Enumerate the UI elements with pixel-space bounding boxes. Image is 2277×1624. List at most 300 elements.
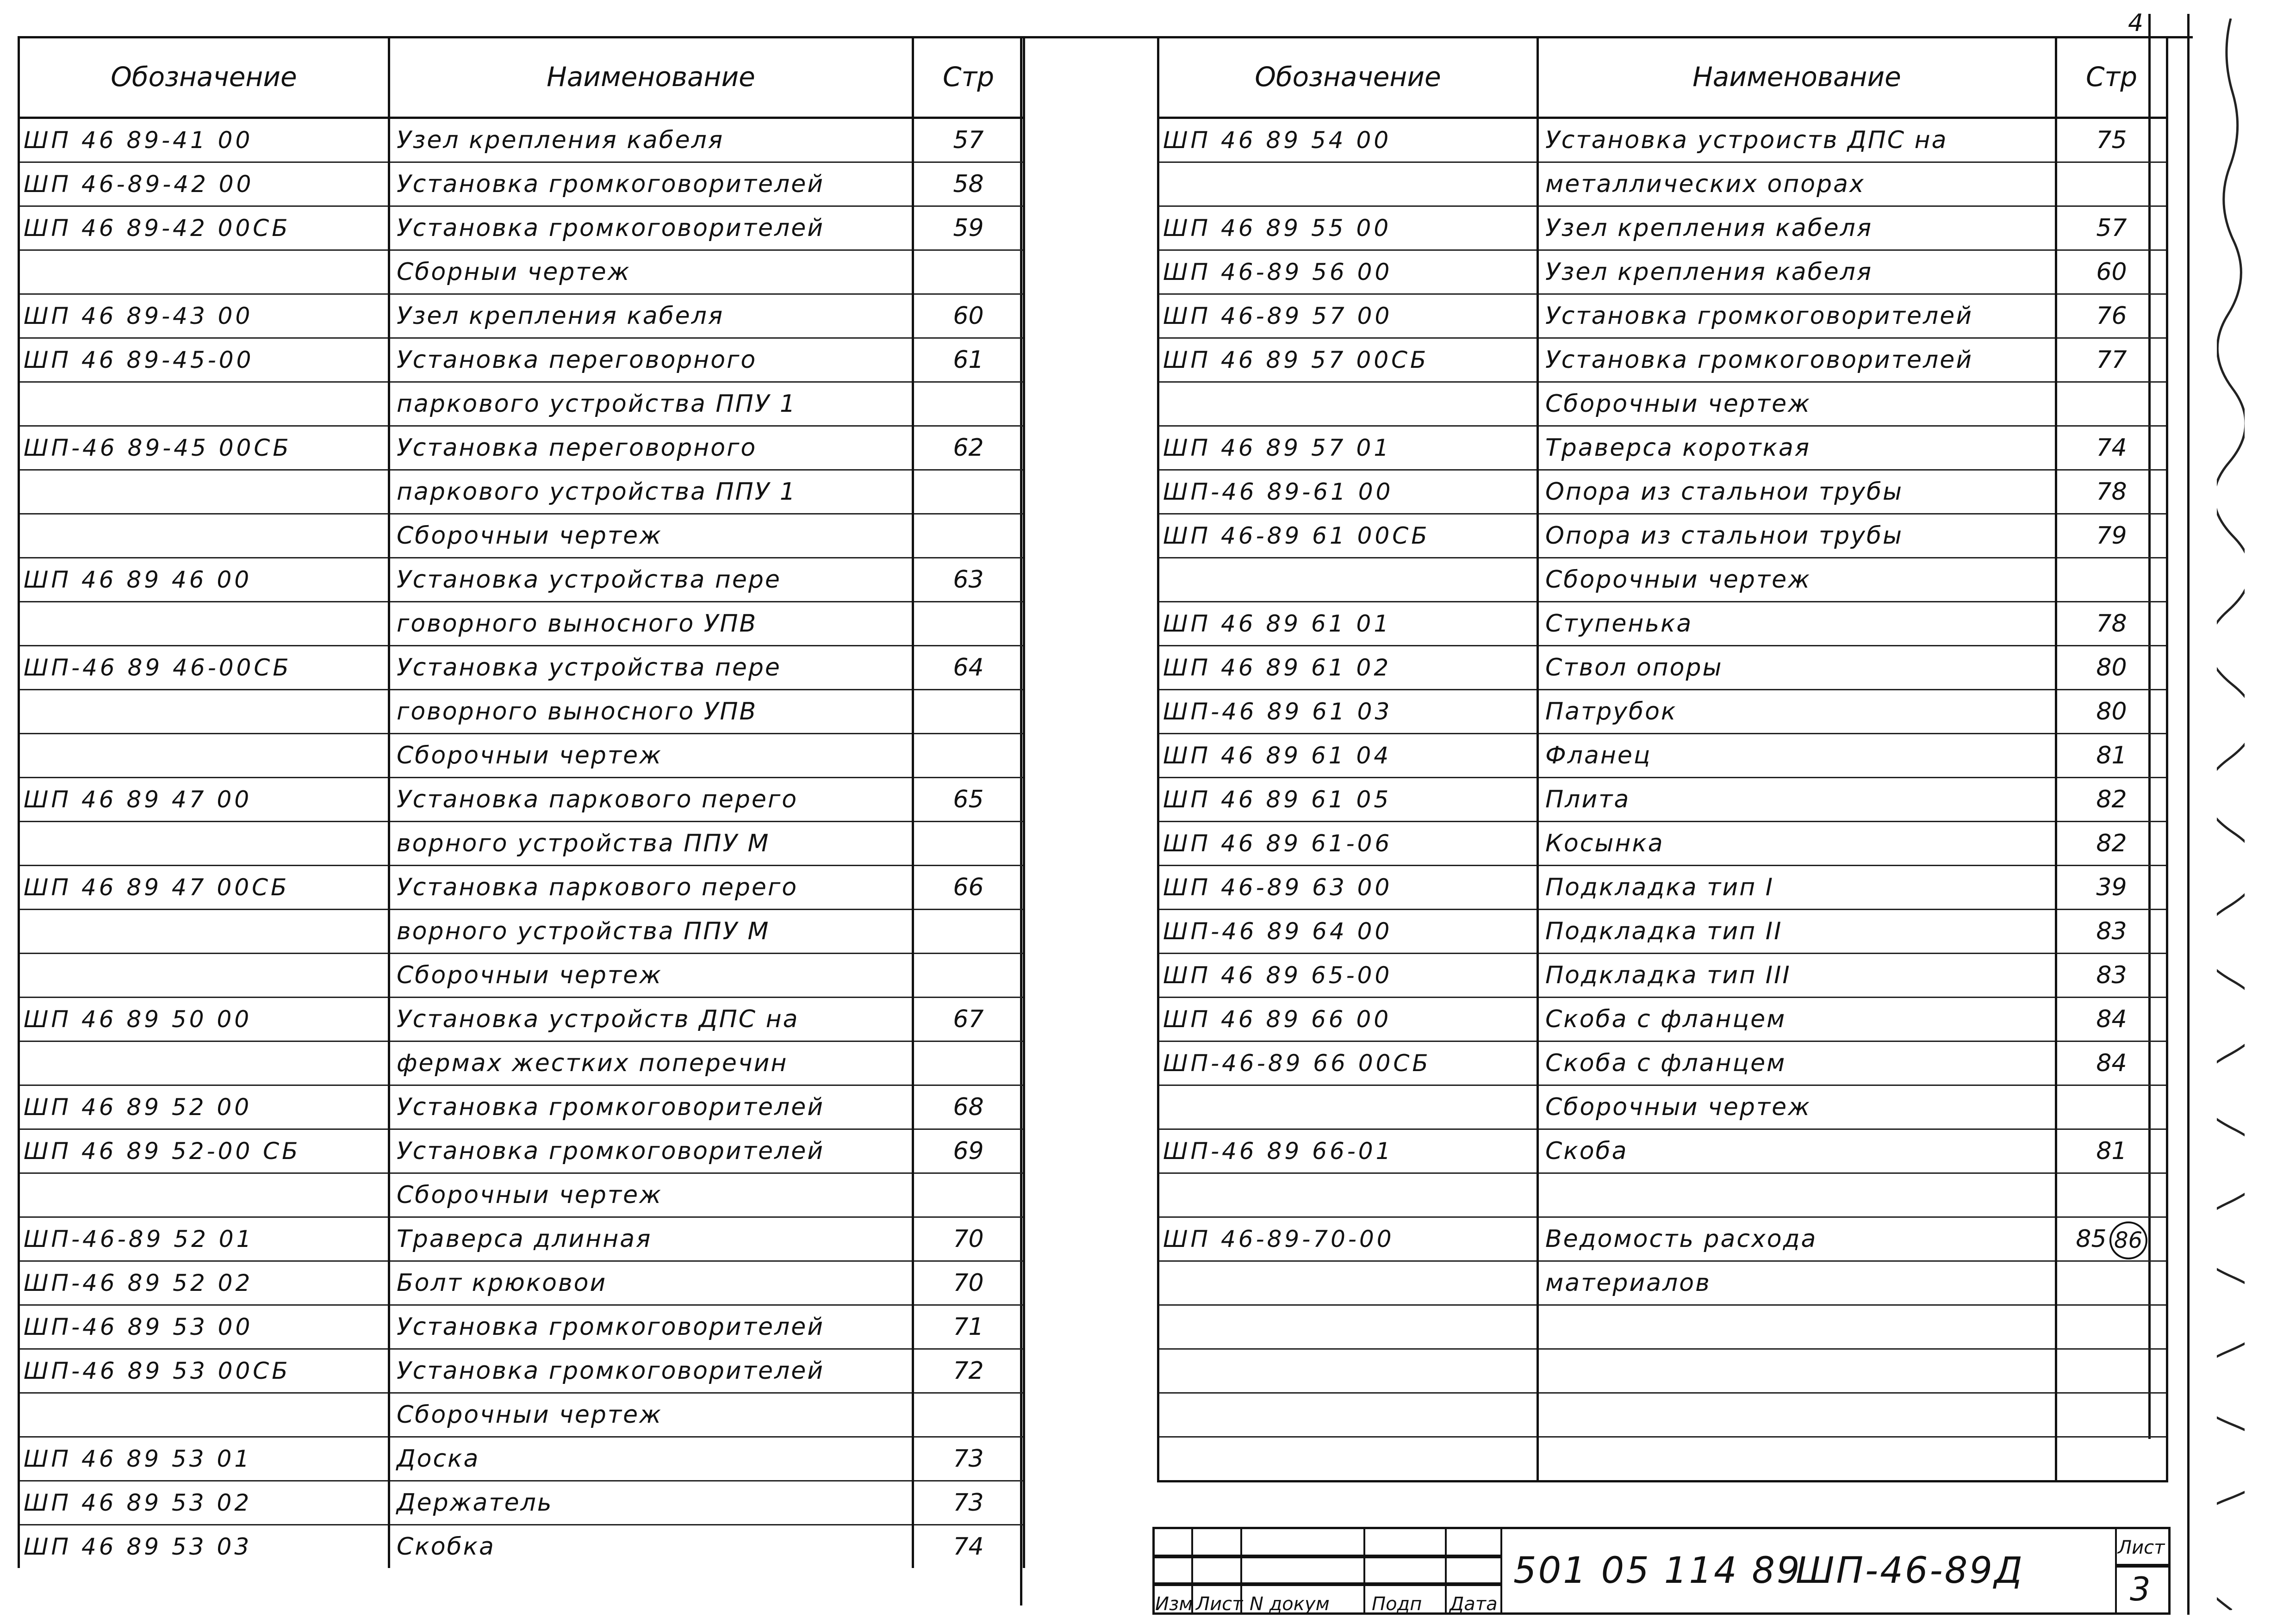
table-row: [1158, 1129, 2167, 1173]
cell-page: [2056, 1085, 2167, 1129]
cell-page: [2056, 162, 2167, 206]
cell-page: [913, 1261, 1024, 1305]
cell-code: [19, 1393, 389, 1437]
table-row: [1158, 1393, 2167, 1437]
cell-name: Узел крепления кабеля: [389, 294, 913, 338]
table-row: [19, 954, 1024, 998]
cell-name: Доска: [389, 1437, 913, 1481]
table-row: [19, 118, 1024, 162]
page-number: 58: [953, 170, 984, 198]
page-number: 65: [953, 786, 984, 813]
table-row: [19, 1437, 1024, 1481]
page-number: 75: [2096, 126, 2127, 154]
cell-page: [913, 954, 1024, 998]
cell-code: [19, 250, 389, 294]
cell-page: [913, 1305, 1024, 1349]
table-row: [19, 294, 1024, 338]
cell-page: [2056, 382, 2167, 426]
cell-page: [913, 294, 1024, 338]
cell-code: [1158, 382, 1538, 426]
cell-code: [19, 910, 389, 954]
cell-page: [2056, 294, 2167, 338]
cell-code: [1158, 162, 1538, 206]
table-row: [1158, 1437, 2167, 1481]
title-block: [1152, 1527, 2171, 1615]
header-name: Наименование: [389, 37, 913, 118]
table-row: [1158, 954, 2167, 998]
cell-name: говорного выносного УПВ: [389, 602, 913, 646]
cell-code: [19, 514, 389, 558]
cell-page: [2056, 1041, 2167, 1085]
cell-code: ШП 46 89 53 03: [19, 1525, 389, 1568]
sheet-corner-number: 4: [2128, 9, 2144, 37]
cell-page: [2056, 470, 2167, 514]
page-number: 74: [953, 1533, 984, 1561]
cell-page: [2056, 1261, 2167, 1305]
cell-name: Установка переговорного: [389, 338, 913, 382]
sheet-label: Лист: [2118, 1537, 2165, 1558]
page-number: 63: [953, 566, 984, 594]
header-page: Стр: [2056, 37, 2167, 118]
cell-code: ШП 46 89 57 00СБ: [1158, 338, 1538, 382]
table-row: [19, 822, 1024, 866]
cell-name: Сборочныи чертеж: [389, 1393, 913, 1437]
cell-name: Сборочныи чертеж: [1538, 1085, 2056, 1129]
cell-code: [19, 470, 389, 514]
cell-code: [19, 954, 389, 998]
cell-page: [913, 1349, 1024, 1393]
table-row: [1158, 602, 2167, 646]
sheet-number: 3: [2130, 1570, 2151, 1608]
page-number: 72: [953, 1357, 984, 1385]
cell-code: ШП-46-89 52 01: [19, 1217, 389, 1261]
cell-name: Скоба с фланцем: [1538, 998, 2056, 1041]
page-number: 66: [953, 874, 984, 901]
page-number: 83: [2096, 961, 2127, 989]
page-number: 83: [2096, 917, 2127, 945]
cell-page: [913, 514, 1024, 558]
page-number: 78: [2096, 478, 2127, 506]
page-number: 70: [953, 1225, 984, 1253]
cell-code: ШП 46 89-41 00: [19, 118, 389, 162]
cell-name: Подкладка тип I: [1538, 866, 2056, 910]
cell-name: Ствол опоры: [1538, 646, 2056, 690]
cell-name: Плита: [1538, 778, 2056, 822]
cell-page: [2056, 1129, 2167, 1173]
cell-page: [2056, 558, 2167, 602]
page-number: 84: [2096, 1005, 2127, 1033]
cell-page: [2056, 954, 2167, 998]
cell-page: [913, 426, 1024, 470]
page-number: 59: [953, 214, 984, 242]
cell-page: [913, 734, 1024, 778]
cell-code: ШП-46 89 61 03: [1158, 690, 1538, 734]
cell-name: Скоба: [1538, 1129, 2056, 1173]
cell-name: Сборочныи чертеж: [1538, 382, 2056, 426]
cell-code: ШП 46 89 61 02: [1158, 646, 1538, 690]
cell-name: Сборныи чертеж: [389, 250, 913, 294]
cell-page: [913, 778, 1024, 822]
row-line-2: [1152, 1582, 1502, 1586]
table-row: [19, 1041, 1024, 1085]
table-row: [19, 1261, 1024, 1305]
table-row: [1158, 1261, 2167, 1305]
table-row: [19, 866, 1024, 910]
page-number: 70: [953, 1269, 984, 1297]
cell-code: ШП 46 89-43 00: [19, 294, 389, 338]
cell-page: [913, 1437, 1024, 1481]
table-row: [19, 1481, 1024, 1525]
cell-name: Установка устройства пере: [389, 558, 913, 602]
table-header: [1158, 37, 2167, 118]
table-row: [1158, 998, 2167, 1041]
table-row: [19, 558, 1024, 602]
cell-name: Установка устроиств ДПС на: [1538, 118, 2056, 162]
cell-page: [2056, 1393, 2167, 1437]
table-row: [1158, 206, 2167, 250]
cell-page: [913, 558, 1024, 602]
page-number: 80: [2096, 654, 2127, 682]
cell-page: [913, 250, 1024, 294]
cell-page: [2056, 778, 2167, 822]
page-number: 78: [2096, 610, 2127, 638]
table-row: [1158, 250, 2167, 294]
cell-name: Подкладка тип II: [1538, 910, 2056, 954]
table-row: [1158, 778, 2167, 822]
cell-page: [913, 162, 1024, 206]
cell-name: Скоба с фланцем: [1538, 1041, 2056, 1085]
cell-page: [2056, 734, 2167, 778]
cell-name: Установка устройства пере: [389, 646, 913, 690]
cell-name: Сборочныи чертеж: [389, 514, 913, 558]
cell-name: Опора из стальнои трубы: [1538, 514, 2056, 558]
cell-code: ШП 46-89-70-00: [1158, 1217, 1538, 1261]
label-data: Дата: [1450, 1593, 1498, 1615]
cell-page: [913, 382, 1024, 426]
table-row: [19, 470, 1024, 514]
cell-page: [913, 338, 1024, 382]
cell-page: [2056, 426, 2167, 470]
cell-code: ШП 46 89 50 00: [19, 998, 389, 1041]
page-number: 67: [953, 1005, 984, 1033]
row-line-1: [1152, 1555, 1502, 1558]
cell-name: [1538, 1349, 2056, 1393]
table-row: [19, 1129, 1024, 1173]
table-row: [19, 206, 1024, 250]
page-number: 64: [953, 654, 984, 682]
page-number: 73: [953, 1489, 984, 1517]
table-row: [19, 162, 1024, 206]
cell-name: Опора из стальнои трубы: [1538, 470, 2056, 514]
page-number: 57: [953, 126, 984, 154]
table-row: [1158, 1217, 2167, 1261]
cell-name: ворного устройства ППУ М: [389, 822, 913, 866]
table-row: [1158, 1173, 2167, 1217]
cell-page: [2056, 1437, 2167, 1481]
table-row: [19, 1305, 1024, 1349]
page-number: 60: [953, 302, 984, 330]
cell-name: Установка громкоговорителей: [389, 1129, 913, 1173]
cell-code: ШП 46 89 52 00: [19, 1085, 389, 1129]
label-izm: Изм: [1155, 1593, 1193, 1615]
cell-name: Установка громкоговорителей: [389, 1349, 913, 1393]
table-row: [19, 1349, 1024, 1393]
page-number: 57: [2096, 214, 2127, 242]
cell-page: [913, 1173, 1024, 1217]
cell-code: [1158, 1349, 1538, 1393]
right-index-table: [1157, 37, 2168, 1482]
cell-name: Узел крепления кабеля: [1538, 250, 2056, 294]
cell-name: Держатель: [389, 1481, 913, 1525]
cell-code: ШП-46 89 64 00: [1158, 910, 1538, 954]
cell-page: [2056, 998, 2167, 1041]
cell-name: паркового устройства ППУ 1: [389, 382, 913, 426]
page-number: 84: [2096, 1049, 2127, 1077]
table-row: [1158, 338, 2167, 382]
cell-name: [1538, 1173, 2056, 1217]
cell-page: [2056, 1305, 2167, 1349]
cell-name: Установка громкоговорителей: [389, 162, 913, 206]
table-row: [1158, 1349, 2167, 1393]
cell-code: ШП 46 89 54 00: [1158, 118, 1538, 162]
table-row: [19, 1217, 1024, 1261]
cell-name: Болт крюковои: [389, 1261, 913, 1305]
cell-code: [1158, 1437, 1538, 1481]
page-number: 74: [2096, 434, 2127, 462]
table-row: [1158, 866, 2167, 910]
outer-border-line: [2187, 14, 2190, 1615]
cell-code: ШП 46 89 65-00: [1158, 954, 1538, 998]
cell-code: ШП-46 89-61 00: [1158, 470, 1538, 514]
cell-page: [913, 910, 1024, 954]
cell-page: [2056, 690, 2167, 734]
cell-code: ШП 46 89-45-00: [19, 338, 389, 382]
cell-name: Установка громкоговорителей: [389, 1085, 913, 1129]
page-number: 81: [2096, 1137, 2127, 1165]
cell-name: Ступенька: [1538, 602, 2056, 646]
table-row: [1158, 734, 2167, 778]
header-name: Наименование: [1538, 37, 2056, 118]
page-number: 69: [953, 1137, 984, 1165]
cell-code: ШП 46-89 61 00СБ: [1158, 514, 1538, 558]
cell-code: ШП-46 89 66-01: [1158, 1129, 1538, 1173]
cell-code: ШП 46 89 47 00: [19, 778, 389, 822]
cell-code: [19, 822, 389, 866]
cell-page: [913, 1217, 1024, 1261]
cell-code: ШП 46-89 56 00: [1158, 250, 1538, 294]
cell-code: ШП 46 89 47 00СБ: [19, 866, 389, 910]
torn-edge: [2217, 19, 2245, 1610]
cell-name: Установка паркового перего: [389, 778, 913, 822]
table-row: [1158, 1305, 2167, 1349]
table-row: [1158, 514, 2167, 558]
cell-code: ШП-46 89 53 00СБ: [19, 1349, 389, 1393]
doc-code: ШП-46-89Д: [1796, 1550, 2024, 1592]
cell-code: ШП-46 89-45 00СБ: [19, 426, 389, 470]
table-row: [19, 910, 1024, 954]
table-row: [19, 1173, 1024, 1217]
table-row: [19, 1525, 1024, 1568]
table-row: [19, 1085, 1024, 1129]
cell-page: [2056, 1173, 2167, 1217]
cell-page: [913, 206, 1024, 250]
cell-name: Узел крепления кабеля: [1538, 206, 2056, 250]
cell-name: Установка переговорного: [389, 426, 913, 470]
cell-code: ШП-46 89 53 00: [19, 1305, 389, 1349]
cell-code: ШП 46 89 55 00: [1158, 206, 1538, 250]
table-row: [19, 602, 1024, 646]
cell-code: [19, 602, 389, 646]
cell-name: Установка устройств ДПС на: [389, 998, 913, 1041]
cell-page: [2056, 822, 2167, 866]
cell-name: Установка паркового перего: [389, 866, 913, 910]
cell-name: фермах жестких поперечин: [389, 1041, 913, 1085]
cell-code: [19, 1041, 389, 1085]
page-number: 62: [953, 434, 984, 462]
page-number: 80: [2096, 698, 2127, 725]
page-number: 76: [2096, 302, 2127, 330]
cell-code: ШП 46 89 53 01: [19, 1437, 389, 1481]
cell-code: [19, 690, 389, 734]
table-row: [1158, 162, 2167, 206]
cell-name: Сборочныи чертеж: [389, 954, 913, 998]
cell-page: [913, 602, 1024, 646]
table-row: [19, 382, 1024, 426]
cell-code: ШП-46 89 52 02: [19, 1261, 389, 1305]
page-number: 82: [2096, 786, 2127, 813]
cell-name: Траверса длинная: [389, 1217, 913, 1261]
cell-page: [2056, 646, 2167, 690]
page-number: 68: [953, 1093, 984, 1121]
cell-name: [1538, 1393, 2056, 1437]
cell-name: Подкладка тип III: [1538, 954, 2056, 998]
cell-code: ШП 46 89 57 01: [1158, 426, 1538, 470]
sheet-cell-divider: [2115, 1564, 2171, 1568]
header-code: Обозначение: [19, 37, 389, 118]
left-table-body: [19, 118, 1024, 1568]
cell-code: [1158, 558, 1538, 602]
cell-page: [913, 1085, 1024, 1129]
cell-code: [1158, 1305, 1538, 1349]
cell-name: Установка громкоговорителей: [1538, 294, 2056, 338]
table-row: [19, 778, 1024, 822]
cell-page: [2056, 866, 2167, 910]
cell-code: ШП-46 89 46-00СБ: [19, 646, 389, 690]
table-row: [1158, 910, 2167, 954]
cell-page: [2056, 206, 2167, 250]
circled-page-number: 86: [2109, 1221, 2147, 1259]
cell-page: [2056, 1217, 2167, 1261]
cell-code: ШП 46 89 61 04: [1158, 734, 1538, 778]
label-ndoc: N докум: [1250, 1593, 1330, 1615]
cell-name: Установка громкоговорителей: [1538, 338, 2056, 382]
cell-code: ШП 46-89 63 00: [1158, 866, 1538, 910]
cell-page: [913, 690, 1024, 734]
table-row: [19, 646, 1024, 690]
table-row: [1158, 426, 2167, 470]
cell-code: ШП 46 89-42 00СБ: [19, 206, 389, 250]
cell-page: [913, 1129, 1024, 1173]
cell-name: Ведомость расхода: [1538, 1217, 2056, 1261]
cell-code: [19, 1173, 389, 1217]
table-row: [1158, 382, 2167, 426]
cell-page: [913, 998, 1024, 1041]
table-row: [19, 338, 1024, 382]
cell-code: ШП 46 89 46 00: [19, 558, 389, 602]
header-code: Обозначение: [1158, 37, 1538, 118]
page-number: 60: [2096, 258, 2127, 286]
cell-page: [2056, 514, 2167, 558]
cell-name: паркового устройства ППУ 1: [389, 470, 913, 514]
cell-page: [913, 470, 1024, 514]
cell-name: Скобка: [389, 1525, 913, 1568]
cell-name: материалов: [1538, 1261, 2056, 1305]
cell-page: [913, 822, 1024, 866]
cell-name: Узел крепления кабеля: [389, 118, 913, 162]
table-row: [1158, 822, 2167, 866]
cell-page: [913, 1525, 1024, 1568]
label-podp: Подп: [1372, 1593, 1422, 1615]
cell-page: [2056, 910, 2167, 954]
page-number: 81: [2096, 742, 2127, 769]
table-row: [19, 690, 1024, 734]
cell-name: Сборочныи чертеж: [1538, 558, 2056, 602]
cell-code: [19, 734, 389, 778]
cell-code: ШП 46-89-42 00: [19, 162, 389, 206]
cell-name: Траверса короткая: [1538, 426, 2056, 470]
cell-code: ШП 46 89 61 01: [1158, 602, 1538, 646]
table-row: [19, 1393, 1024, 1437]
cell-page: [913, 646, 1024, 690]
cell-name: Сборочныи чертеж: [389, 734, 913, 778]
table-row: [1158, 470, 2167, 514]
doc-number: 501 05 114 89: [1513, 1550, 1802, 1592]
cell-name: металлических опорах: [1538, 162, 2056, 206]
cell-code: ШП 46 89 52-00 СБ: [19, 1129, 389, 1173]
table-row: [1158, 558, 2167, 602]
left-index-table: [18, 37, 1025, 1568]
cell-name: Косынка: [1538, 822, 2056, 866]
page-number: 77: [2096, 346, 2127, 374]
table-row: [1158, 646, 2167, 690]
cell-code: ШП-46-89 66 00СБ: [1158, 1041, 1538, 1085]
cell-code: ШП 46 89 53 02: [19, 1481, 389, 1525]
table-header: [19, 37, 1024, 118]
cell-code: [1158, 1261, 1538, 1305]
table-row: [1158, 1085, 2167, 1129]
cell-page: [2056, 250, 2167, 294]
table-row: [19, 998, 1024, 1041]
cell-page: [2056, 1349, 2167, 1393]
cell-page: [913, 118, 1024, 162]
cell-code: ШП 46 89 61-06: [1158, 822, 1538, 866]
page-number: 39: [2096, 874, 2127, 901]
page-number: 82: [2096, 830, 2127, 857]
cell-code: ШП 46 89 66 00: [1158, 998, 1538, 1041]
page-number: 71: [953, 1313, 984, 1341]
page-number: 79: [2096, 522, 2127, 550]
cell-page: [2056, 118, 2167, 162]
label-list: Лист: [1196, 1593, 1243, 1615]
cell-code: [1158, 1393, 1538, 1437]
table-row: [19, 250, 1024, 294]
cell-code: [1158, 1085, 1538, 1129]
cell-code: ШП 46 89 61 05: [1158, 778, 1538, 822]
table-row: [1158, 1041, 2167, 1085]
cell-page: [2056, 602, 2167, 646]
cell-code: [19, 382, 389, 426]
cell-name: Установка громкоговорителей: [389, 1305, 913, 1349]
